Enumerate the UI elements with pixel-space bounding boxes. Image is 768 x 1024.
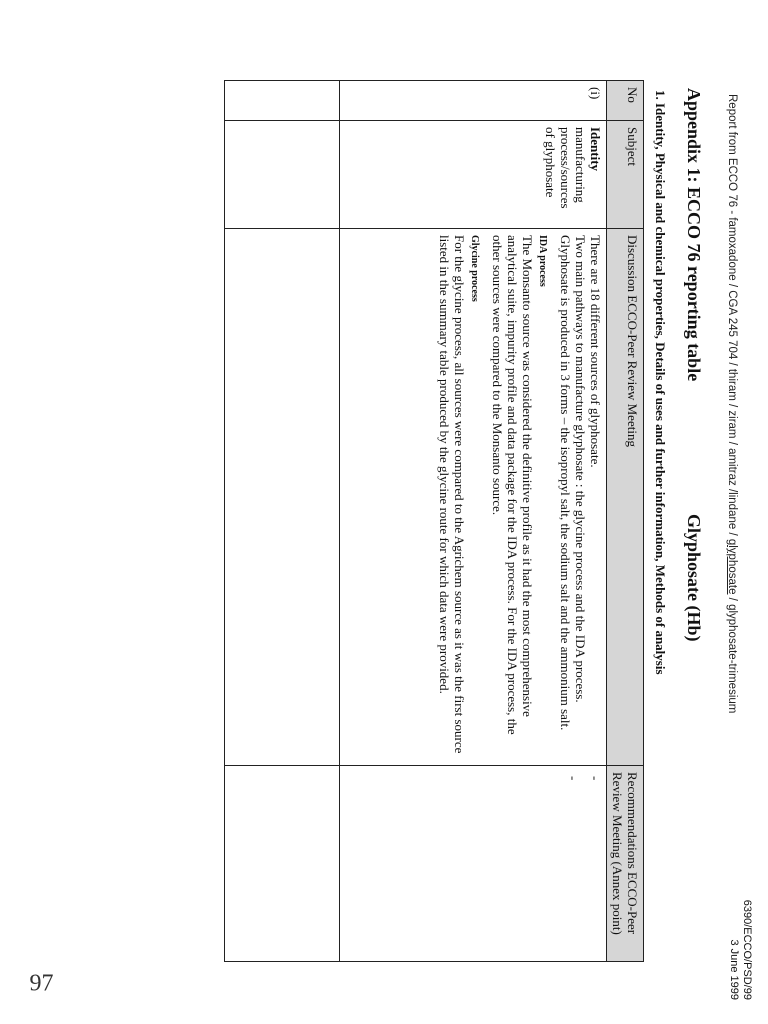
header-suffix: / glyphosate-trimesium bbox=[726, 594, 738, 714]
row-number: (i) bbox=[340, 81, 607, 121]
header-underlined: glyphosate bbox=[726, 538, 738, 595]
empty-cell bbox=[225, 229, 340, 766]
header-subject: Subject bbox=[607, 121, 644, 229]
ida-heading: IDA process bbox=[537, 235, 548, 287]
table-header-row bbox=[607, 81, 644, 962]
discussion-para-1: There are 18 different sources of glyphosate. bbox=[588, 235, 603, 468]
row-discussion bbox=[340, 229, 607, 766]
row-recommendations bbox=[340, 766, 607, 962]
subject-title: Identity bbox=[588, 127, 603, 172]
report-header bbox=[726, 94, 738, 713]
row-subject bbox=[340, 121, 607, 229]
section-heading: 1. Identity, Physical and chemical properties, Details of uses and further information, Methods of analysis bbox=[653, 90, 668, 675]
discussion-para-3: Glyphosate is produced in 3 forms – the isopropyl salt, the sodium salt and the ammonium salt. bbox=[558, 235, 573, 731]
handwritten-page-number: 97 bbox=[29, 970, 54, 997]
recommendation-item: - bbox=[588, 776, 603, 781]
header-recommendations: Recommendations ECCO-Peer Review Meeting (Annex point) bbox=[607, 766, 644, 962]
header-no: No bbox=[607, 81, 644, 121]
recommendation-list bbox=[559, 772, 603, 955]
subject-text: manufacturing process/sources of glyphosate bbox=[543, 127, 588, 209]
ida-text: The Monsanto source was considered the definitive profile as it had the most comprehensive analytical suite, impurity profile and data package for the IDA process. For the IDA process, the other sources were compared to the Monsanto source. bbox=[490, 235, 535, 735]
empty-cell bbox=[225, 121, 340, 229]
header-prefix: Report from ECCO 76 - famoxadone / CGA 245 704 / thiram / ziram / amitraz /lindane / bbox=[726, 94, 738, 539]
reference-date: 3 June 1999 bbox=[728, 939, 740, 1000]
discussion-para-2: Two main pathways to manufacture glyphosate : the glycine process and the IDA process. bbox=[573, 235, 588, 703]
table-row-empty bbox=[225, 81, 340, 962]
table-row bbox=[340, 81, 607, 962]
appendix-title: Appendix 1: ECCO 76 reporting table bbox=[684, 88, 704, 382]
reporting-table bbox=[224, 80, 644, 962]
glycine-heading: Glycine process bbox=[469, 235, 480, 302]
document-reference bbox=[727, 880, 753, 1000]
empty-cell bbox=[225, 766, 340, 962]
empty-cell bbox=[225, 81, 340, 121]
header-discussion: Discussion ECCO-Peer Review Meeting bbox=[607, 229, 644, 766]
recommendation-item: - bbox=[566, 776, 581, 781]
reference-code: 6390/ECCO/PSD/99 bbox=[741, 899, 753, 1000]
glycine-text: For the glycine process, all sources were compared to the Agrichem source as it was the first source listed in the summary table produced by the glycine route for which data were provided. bbox=[437, 235, 467, 754]
chemical-title: Glyphosate (Hb) bbox=[684, 514, 704, 642]
